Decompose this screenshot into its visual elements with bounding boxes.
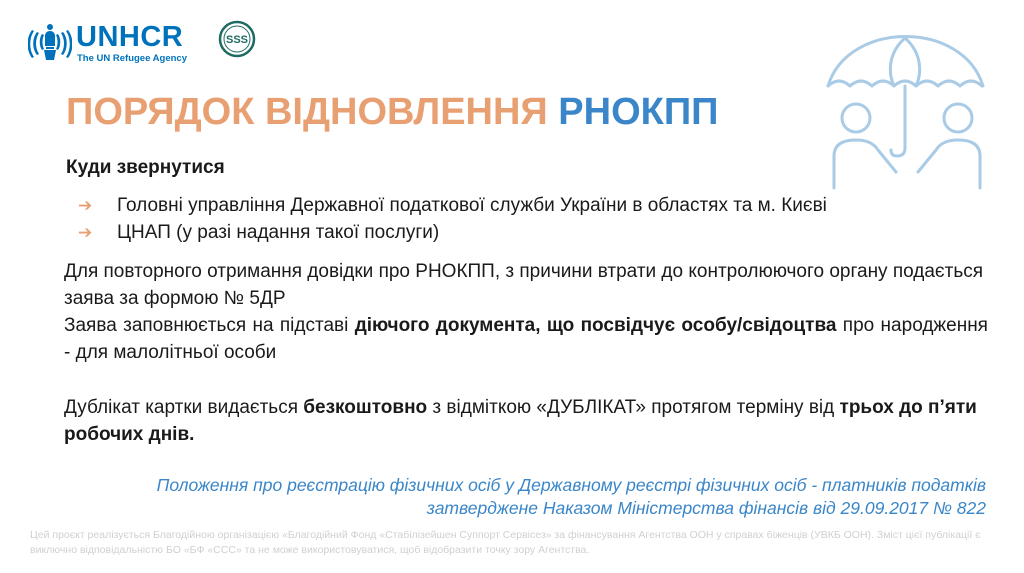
partner-logo [218, 20, 256, 58]
list-item-text: ЦНАП (у разі надання такої послуги) [117, 222, 440, 243]
right-arrow-icon: ➔ [78, 223, 93, 242]
paragraph-text: про народження - для малолітньої особи [64, 315, 988, 363]
page-title [66, 88, 718, 136]
footer-disclaimer: Цей проєкт реалізується Благодійною організацією «Благодійний Фонд «Стабілізейшен Суппорт Сервісез» за фінансування Агентства ООН у справах біженців (УВКБ ООН). Зміст цієї публікації є виключно відповідальністю БО «БФ «ССС» та не може використовуватися, щоб відобразити точку зору Агентства. [30, 529, 981, 556]
emphasis-text: діючого документа, що посвідчує особу/свідоцтва [354, 315, 837, 336]
right-arrow-icon: ➔ [78, 196, 93, 215]
paragraph-text: Заява заповнюється на підставі [64, 315, 355, 336]
list-item-text: Головні управління Державної податкової служби України в областях та м. Києві [117, 195, 827, 216]
emphasis-text: трьох до п’яти робочих днів. [64, 397, 977, 445]
where-list [78, 192, 827, 246]
paragraph-repeat-request: Для повторного отримання довідки про РНОКПП, з причини втрати до контролюючого органу подається заява за формою № 5ДР [64, 261, 984, 309]
partner-logo-text: SSS [225, 34, 249, 46]
where-heading: Куди звернутися [66, 157, 225, 178]
unhcr-tagline: The UN Refugee Agency [77, 53, 187, 64]
emphasis-text: безкоштовно [303, 397, 428, 418]
title-part-2: РНОКПП [558, 91, 719, 133]
paragraph-text: Дублікат картки видається [64, 397, 304, 418]
unhcr-emblem-icon [28, 22, 72, 62]
paragraph-duplicate [64, 394, 988, 448]
paragraph-text: з відміткою «ДУБЛІКАТ» протягом терміну від [427, 397, 840, 418]
umbrella-family-icon [818, 28, 993, 190]
unhcr-name: UNHCR [76, 21, 184, 53]
list-item [78, 219, 827, 246]
legal-reference: Положення про реєстрацію фізичних осіб у Державному реєстрі фізичних осіб - платників податків затверджене Наказом Міністерства фінансів від 29.09.2017 № 822 [156, 475, 986, 518]
list-item [78, 192, 827, 219]
paragraph-application-basis [64, 312, 988, 366]
title-part-1: ПОРЯДОК ВІДНОВЛЕННЯ [66, 91, 559, 133]
